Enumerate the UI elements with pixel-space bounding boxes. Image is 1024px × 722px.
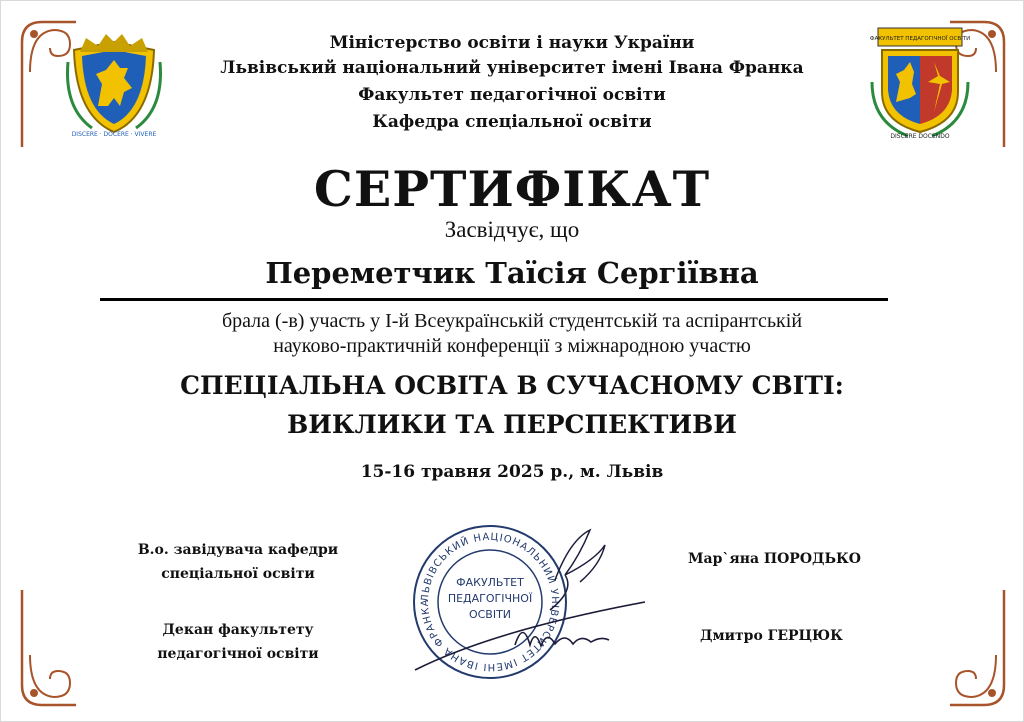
department-name: Кафедра спеціальної освіти: [372, 112, 652, 132]
ministry-name: Міністерство освіти і науки України: [329, 33, 695, 53]
faculty-stamp: [405, 520, 655, 680]
signatory-name-department-head: Мар`яна ПОРОДЬКО: [688, 551, 861, 567]
recipient-name: Переметчик Таїсія Сергіївна: [265, 256, 759, 290]
certificate-title: СЕРТИФІКАТ: [313, 160, 711, 218]
university-name: Львівський національний університет імені Івана Франка: [220, 58, 804, 78]
signatory-role-line: Декан факультету: [162, 622, 314, 638]
signatory-role-line: спеціальної освіти: [161, 566, 315, 582]
participation-text-line2: науково-практичній конференції з міжнародною участю: [273, 335, 751, 357]
stamp-ring-text: ЛЬВІВСЬКИЙ НАЦІОНАЛЬНИЙ УНІВЕРСИТЕТ ІМЕНІ ІВАНА ФРАНКА: [419, 531, 561, 673]
date-and-place: 15-16 травня 2025 р., м. Львів: [360, 462, 664, 482]
signatory-role-department-head: [128, 538, 348, 586]
stamp-center-line1: ФАКУЛЬТЕТ: [456, 576, 524, 589]
stamp-center-line2: ПЕДАГОГІЧНОЇ: [447, 592, 533, 605]
name-underline: [100, 298, 888, 301]
conference-title-line2: ВИКЛИКИ ТА ПЕРСПЕКТИВИ: [287, 410, 737, 439]
right-emblem-banner: ФАКУЛЬТЕТ ПЕДАГОГІЧНОЇ ОСВІТИ: [869, 36, 971, 42]
stamp-center-line3: ОСВІТИ: [468, 608, 512, 621]
signatory-role-line: В.о. завідувача кафедри: [137, 542, 339, 558]
signatory-role-line: педагогічної освіти: [157, 646, 319, 662]
corner-ornament-bottom-left: [14, 585, 84, 715]
left-emblem-motto: DISCERE · DOCERE · VIVERE: [71, 131, 157, 138]
certifies-text: Засвідчує, що: [444, 217, 580, 242]
faculty-name: Факультет педагогічної освіти: [358, 85, 666, 105]
participation-text-line1: брала (-в) участь у І-й Всеукраїнській студентській та аспірантській: [221, 310, 803, 332]
signatory-name-dean: Дмитро ГЕРЦЮК: [700, 628, 843, 644]
conference-title-line1: СПЕЦІАЛЬНА ОСВІТА В СУЧАСНОМУ СВІТІ:: [180, 371, 844, 400]
right-emblem-motto: DISCERE DOCENDO: [890, 133, 950, 140]
corner-ornament-bottom-right: [942, 585, 1012, 715]
signatory-role-dean: [128, 618, 348, 666]
